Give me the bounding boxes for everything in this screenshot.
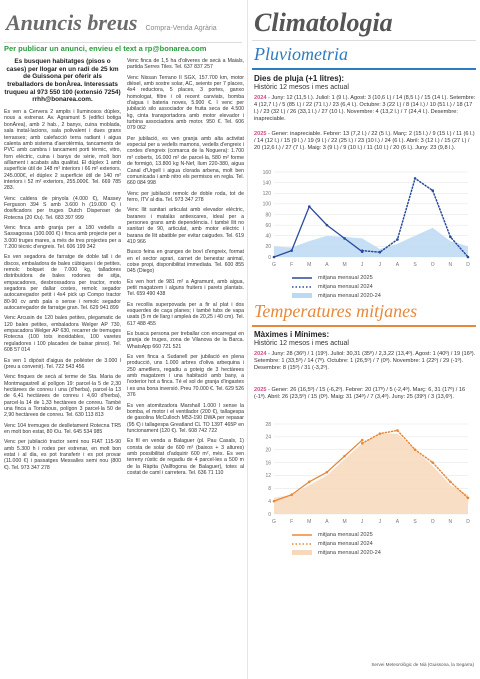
ad-item: Es ven atomitzadora Marshall 1.000 l sense la bomba, el motor i el ventilador (200 €), tallagespa de gasolina McCulloch M53-190 DWA per repasar (95 €) i tallagespa Greatland CL TO 139T 465P en funcionament (120 €). Tel. 608 742 722 <box>127 402 244 434</box>
pluvio-legend-avg-label: mitjana mensual 2020-24 <box>318 292 381 299</box>
climatologia-section <box>252 0 476 679</box>
ad-item: Venc finca amb granja per a 180 vedells a Sassagossa (100.000 €) i finca amb projecte per a 3.000 truges mares, a més de tres projectes per a 7.200 tècnic d'engreix. Tel. 606 199 342 <box>4 224 121 250</box>
legend-solid-swatch <box>292 275 312 281</box>
data-point <box>308 481 311 484</box>
temp-2025-body: Gener: 26 (16,5º) / 15 (-6,2º). Febrer: 20 (17º) / 5 (-2,4º). Març: 6, 31 (17º) / 16 (-1º). Abril: 26 (23,5º) / 15 (0º). Maig: 31 (34º) / 7 (3,4º). Juny: 25 (39º) / 3 (13,6º). <box>254 387 466 400</box>
pluvio-legend <box>292 273 381 300</box>
y-tick-label: 140 <box>262 180 271 187</box>
ad-item: Venc per jubilació tractor semi nou FIAT 115-90 amb 5.300 h i rodes per estrenar, en molt bon estat i al dia, es pot transferir i es pot provar (11.000 €) i passatges Messalles semi nou (800 €). Tel. 973 347 278 <box>4 439 121 471</box>
y-tick-label: 12 <box>265 473 271 480</box>
y-tick-label: 20 <box>265 447 271 454</box>
data-point <box>396 238 399 241</box>
temp-2025-label: 2025 - <box>254 387 270 393</box>
data-point <box>379 432 382 435</box>
ad-item: Venc Nissan Terrano II SGX, 157.700 km, motor diésel, amb sostre solar, AC, seients per 7 places, 4x4 reductora, 5 places, 3 portes, ganxo homologat, filtre i oli recent canviats, bomba d'aigua i bateria noves, 5.900 €. I venc per jubilació silo associador de fruita seca de 4.500 kg, cinta transportadora amb motor elevador i turbina associadora amb motor. 950 €. Tel. 606 079 062 <box>127 74 244 132</box>
data-point <box>396 429 399 432</box>
pluvio-2024-text <box>254 95 476 123</box>
y-tick-label: 20 <box>265 244 271 251</box>
x-tick-label: D <box>466 519 470 525</box>
temp-2024-text <box>254 351 476 372</box>
data-point <box>361 439 364 442</box>
ad-item: Es busquen habitatges (pisos o cases) per llogar en un radi de 25 km de Guissona per oferir als treballadors de bonÀrea. Interessats truqueu al 973 550 100 (extensió 7254) rrhh@bonarea.com. <box>4 58 121 104</box>
x-tick-label: N <box>448 262 453 268</box>
temp-legend <box>292 530 381 557</box>
data-point <box>343 455 346 458</box>
data-point <box>361 442 364 445</box>
data-point <box>414 177 417 180</box>
pluvio-2025-text <box>254 131 476 152</box>
ads-column-1 <box>4 58 121 668</box>
data-point <box>379 251 382 254</box>
y-tick-label: 28 <box>265 421 271 428</box>
temp-2024-label: 2024 - <box>254 351 270 357</box>
ads-columns <box>4 58 244 668</box>
ad-item: Es recollia superpovada per a fir al plat i dos esquerdes de caça planes; i també tubs de vapa usats (5 m de llarg i ampleà de 20,25 i 40 cm). Tel. 617 488 455 <box>127 301 244 327</box>
y-tick-label: 0 <box>268 511 271 518</box>
climatologia-rule <box>252 40 476 41</box>
temperatures-chart <box>252 418 476 528</box>
data-point <box>290 493 293 496</box>
data-point <box>326 471 329 474</box>
x-tick-label: F <box>290 519 294 525</box>
x-tick-label: M <box>342 519 347 525</box>
temp-legend-2025 <box>292 530 381 539</box>
ad-item: Venc 104 tremuges de deslletament Rotecna TR5 en molt bon estat, 80 €/u. Tel. 645 534 985 <box>4 422 121 435</box>
y-tick-label: 120 <box>262 191 271 198</box>
pluvio-2024-label: 2024 - <box>254 95 270 101</box>
anuncis-rule <box>4 42 242 43</box>
y-tick-label: 100 <box>262 201 271 208</box>
data-point <box>343 237 346 240</box>
ad-item: Venc finca de 1,5 ha d'oliveres de secà a Maials, partida Serres Tiles. Tel. 637 837 257 <box>127 58 244 71</box>
x-tick-label: F <box>290 262 294 268</box>
temp-box-subtitle: Històric 12 mesos i mes actual <box>254 340 349 347</box>
y-tick-label: 0 <box>268 254 271 261</box>
x-tick-label: J <box>360 519 364 525</box>
x-tick-label: A <box>395 519 400 525</box>
y-tick-label: 160 <box>262 169 271 176</box>
temp-legend-2024-label: mitjana mensual 2024 <box>318 540 373 547</box>
data-point <box>326 224 329 227</box>
y-tick-label: 40 <box>265 233 271 240</box>
temp-2025-text <box>254 387 476 401</box>
legend-dotted-swatch <box>292 541 312 547</box>
x-tick-label: A <box>325 262 329 268</box>
ad-item: Es ven finca a Sudanell per jubilació en plena producció, uns 1.000 arbres d'oliva arbequina i 250 ametllers, regadiu a goteig de 3 hectàrees amb magatzem i una habitació amb bany, a l'exterior hot a finca. Té el sol de granja d'ingastes i es una bona inversió. Preu 70.000 €. Tel. 629 526 376 <box>127 354 244 399</box>
temp-legend-avg <box>292 548 381 557</box>
data-point <box>467 256 470 259</box>
data-point <box>273 256 276 259</box>
legend-dotted-swatch <box>292 284 312 290</box>
pluviometria-chart <box>252 166 476 271</box>
x-tick-label: A <box>325 519 329 525</box>
pluvio-legend-2025 <box>292 273 381 282</box>
legend-solid-swatch <box>292 532 312 538</box>
pluvio-box-subtitle: Històric 12 mesos i mes actual <box>254 84 349 91</box>
ad-item: Venc caldera de pinyola (4.000 €), Massey Ferguson 394 S amb 3.600 h (19.000 €) i dosificadors per truges Dutch Dispenser de Rotecna (20 €/u). Tel. 683 397 999 <box>4 195 121 221</box>
ad-item: Es ven 1 dipòsit d'aigua de polièster de 3.000 l (preu a convenir). Tel. 722 543 456 <box>4 357 121 370</box>
anuncis-promo: Per publicar un anunci, envieu el text a rp@bonarea.com <box>4 44 207 53</box>
legend-area-swatch <box>292 293 312 298</box>
x-tick-label: S <box>413 262 417 268</box>
x-tick-label: O <box>430 519 435 525</box>
pluvio-box-title: Dies de pluja (+1 litres): <box>254 74 345 83</box>
y-tick-label: 24 <box>265 434 271 441</box>
x-tick-label: O <box>430 262 435 268</box>
credit-text: Servei Meteorològic de Nià (Guissona, la Segarra) <box>371 662 474 667</box>
legend-area-swatch <box>292 550 312 555</box>
x-tick-label: M <box>307 262 312 268</box>
temperatures-bar <box>252 325 476 327</box>
pluvio-legend-2024 <box>292 282 381 291</box>
temp-legend-2024 <box>292 539 381 548</box>
x-tick-label: A <box>395 262 400 268</box>
x-tick-label: S <box>413 519 417 525</box>
data-point <box>290 249 293 252</box>
ads-column-2 <box>127 58 244 668</box>
temperatures-title: Temperatures mitjanes <box>254 301 418 321</box>
pluvio-2024-body: Juny: 12 (11,5 l.). Juliol: 1 (9 l.). Agost: 3 (10,6 l.) / 14 (8,5 l.) / 15 (14 l.). Setembre: 4 (12,7 l.) / 5 (85 l.) / 22 (71 l.) / 23 (6,4 l.). Octubre: 3 (22 l.) / 8 (14 l.) / 10 (51 l.) / 18 (17 l.) / 23 (32 l.) / 26 (33,1 l.) / 27 (10 l.). Novembre: 4 (13,2 l.) / 7 (24,4 l.). Desembre: inapreciable. <box>254 95 476 122</box>
ad-item: Venc finques de secà al terme de Sta. Maria de Montmagastrell al polígon 19: parcel·la 5 de 2,30 hectàrees de conreu i una (d'herba), parcel·la 13 de 6,41 hectàrees de conreu i 4,60 d'herba), parcel·la 14 de 1,33 hectàrees de conreu. També una finca a Torrabous, polígon 3 parcel·la 50 de 2,90 hectàrees de conreu. Tel. 630 113 813 <box>4 374 121 419</box>
y-tick-label: 4 <box>268 498 271 505</box>
series-area <box>274 228 468 257</box>
x-tick-label: J <box>360 262 364 268</box>
ad-item: Venc Arcusin de 120 bales petites, plegamatic de 120 bales petites, embaladora Welger AP 730, empacadora Welger AP 630, recarrer de tremuges Rotecna (100 tots inoxidables, 100 varetes reguladores i 100 placades de baixar pinso). Tel. 608 57 014 <box>4 315 121 354</box>
data-point <box>414 448 417 451</box>
ad-item: Es ven segadora de farratge de doble tall i de discos, embaladora de bales cúbiques i de petites, remolc bolquet de 7.000 kg, talladores distribuïdora de bales rodones de sitja, empacadores, desbrossadora per tractor, moto segadora per dallar costes, remolc segador autocarregador petit i 4x4 pick up Compo tractor 80-90 cv amb pala o sense i remolc segador autocarregador de farratge gran. Tel. 629 941 899 <box>4 254 121 312</box>
pluvio-legend-2024-label: mitjana mensual 2024 <box>318 283 373 290</box>
ad-item: Busco feina en granges de boví d'engreix, format en el sector agrari, carnet de benestar animal, cotxe propi, disponibilitat immediata. Tel. 600 855 045 (Diego) <box>127 249 244 275</box>
y-tick-label: 8 <box>268 486 271 493</box>
temp-box-title: Màximes i Mínimes: <box>254 330 330 339</box>
pluviometria-bar <box>252 68 476 70</box>
ad-item: Es ven hort de 981 m² a Agramunt, amb aigua, petit magatzem i alguns fruiters i parets plantats. Tel. 659 490 438 <box>127 278 244 298</box>
anuncis-header <box>6 10 217 36</box>
climatologia-title: Climatologia <box>254 8 393 37</box>
temp-2024-body: Juny: 28 (36º) / 1 (19º). Juliol: 30,31 (35º) / 2,3,22 (13,4º). Agost: 1 (40º) / 19 (16º). Setembre: 1 (33,5º) / 14 (7º). Octubre: 1 (26,5º) / 7 (0º). Novembre: 1 (22º) / 29 (-1º). Desembre: 8 (15º) / 31 (-3,2º). <box>254 351 476 371</box>
data-point <box>308 205 311 208</box>
anuncis-title: Anuncis breus <box>6 10 138 35</box>
pluviometria-title: Pluviometria <box>254 44 348 64</box>
data-point <box>431 461 434 464</box>
temp-legend-2025-label: mitjana mensual 2025 <box>318 531 373 538</box>
ad-item: Per jubilació, es ven granja amb alta activitat especial per a vedells mamons, vedells d'engreix i cordes d'engreix (comarca de la Noguera): 1.700 m² coberts, 16.000 m² de parcel·la, 580 m² forme de formigó, 13.800 kg N-Nef, llum 220-380, aigua Canal d'Urgell i aigua clorada arbena, molt ben comunicada i amb nitro els permisos en regla. Tel. 660 084 998 <box>127 135 244 187</box>
x-tick-label: N <box>448 519 453 525</box>
ad-item: Venc per jubilació remolc de doble roda, tot de ferro, ITV al dia. Tel. 973 347 278 <box>127 190 244 203</box>
x-tick-label: G <box>272 262 276 268</box>
x-tick-label: D <box>466 262 470 268</box>
y-tick-label: 80 <box>265 212 271 219</box>
pluvio-legend-2025-label: mitjana mensual 2025 <box>318 274 373 281</box>
pluvio-2025-body: Gener: inapreciable. Febrer: 13 (7,2 l.) / 22 (5 l.). Març: 2 (15 l.) / 9 (15 l.) / 11 (6 l.) / 14 (12 l.) / 15 (9 l.) / 19 (9 l.) / 22 (25 l.) / 23 (10 l.) / 24 (6 l.). Abril: 3 (12 l.) / 15 (27 l.) / 20 (12,6 l.) / 27 (7 l.). Maig: 3 (9 l.) / 9 (10 l.) / 11 (10 l.) / 20 (6 l.). Juny: 23 (9,8 l.). <box>254 131 475 151</box>
ad-item: Es busca persona per treballar con encarregat en granja de truges, zona de Vilanova de la Barca. WhatsApp 660 721 521 <box>127 331 244 350</box>
pluvio-2025-label: 2025 - <box>254 131 270 137</box>
data-point <box>449 236 452 239</box>
x-tick-label: M <box>307 519 312 525</box>
series-area <box>274 434 468 514</box>
anuncis-subtitle: Compra-Venda Agrària <box>145 25 217 32</box>
ad-item: Es fil en venda a Balaguer (pl. Pau Casals, 1) consta de solar de 600 m² (baixos + 3 altures) amb possibilitat d'adquirir 600 m², més. Es ven terreny rústic de regadiu de 4 parcel·les a 500 m de la Ràpita (Vallfogona de Balaguer), totes al costat de camí i carretera. Tel. 636 71 110 <box>127 438 244 476</box>
x-tick-label: M <box>342 262 347 268</box>
ad-item: Venc llit sanitari articulat amb elevador elèctric, baranes i matalàs antiescares, ideal per a persones grans amb dependència. I també llit no sanitari de 90, articulat, amb motor elèctric i barana de llit abatible per evitar caigudes. Tel. 619 410 966 <box>127 207 244 245</box>
data-point <box>449 481 452 484</box>
y-tick-label: 16 <box>265 460 271 467</box>
ad-item: Es ven a Cervera 2 amplis i lluminosos dúplex, nous a estrenar. Av. Agramunt 5 (edifici botiga bonÀrea), amb 2 hab., 2 banys, cuina moblada, sala instal·lacions, sala polivalent i dues grans terrasses; amb calefacció terra radiant i aigua calenta amb sistema d'aerotèrmia, tancaments de PVC amb cambra i tancament porti tèrmic, vitro, forn elèctric, cuina i banys de sèrie, molt bon aïllament i acabats alta qualitat. El dúplex 1 amb superfície útil de 148 m² interiors i 66 m² exteriors, 245.000€, el dúplex 2 superfície útil de 140 m² interiors i 52 m² exteriors, 255.000€. Tel. 669 785 283. <box>4 109 121 192</box>
data-point <box>361 249 364 252</box>
x-tick-label: J <box>378 519 382 525</box>
y-tick-label: 60 <box>265 222 271 229</box>
pluvio-legend-avg <box>292 291 381 300</box>
data-point <box>431 189 434 192</box>
data-point <box>467 497 470 500</box>
x-tick-label: J <box>378 262 382 268</box>
data-point <box>273 500 276 503</box>
page-divider <box>247 0 248 679</box>
temp-legend-avg-label: mitjana mensual 2020-24 <box>318 549 381 556</box>
x-tick-label: G <box>272 519 276 525</box>
